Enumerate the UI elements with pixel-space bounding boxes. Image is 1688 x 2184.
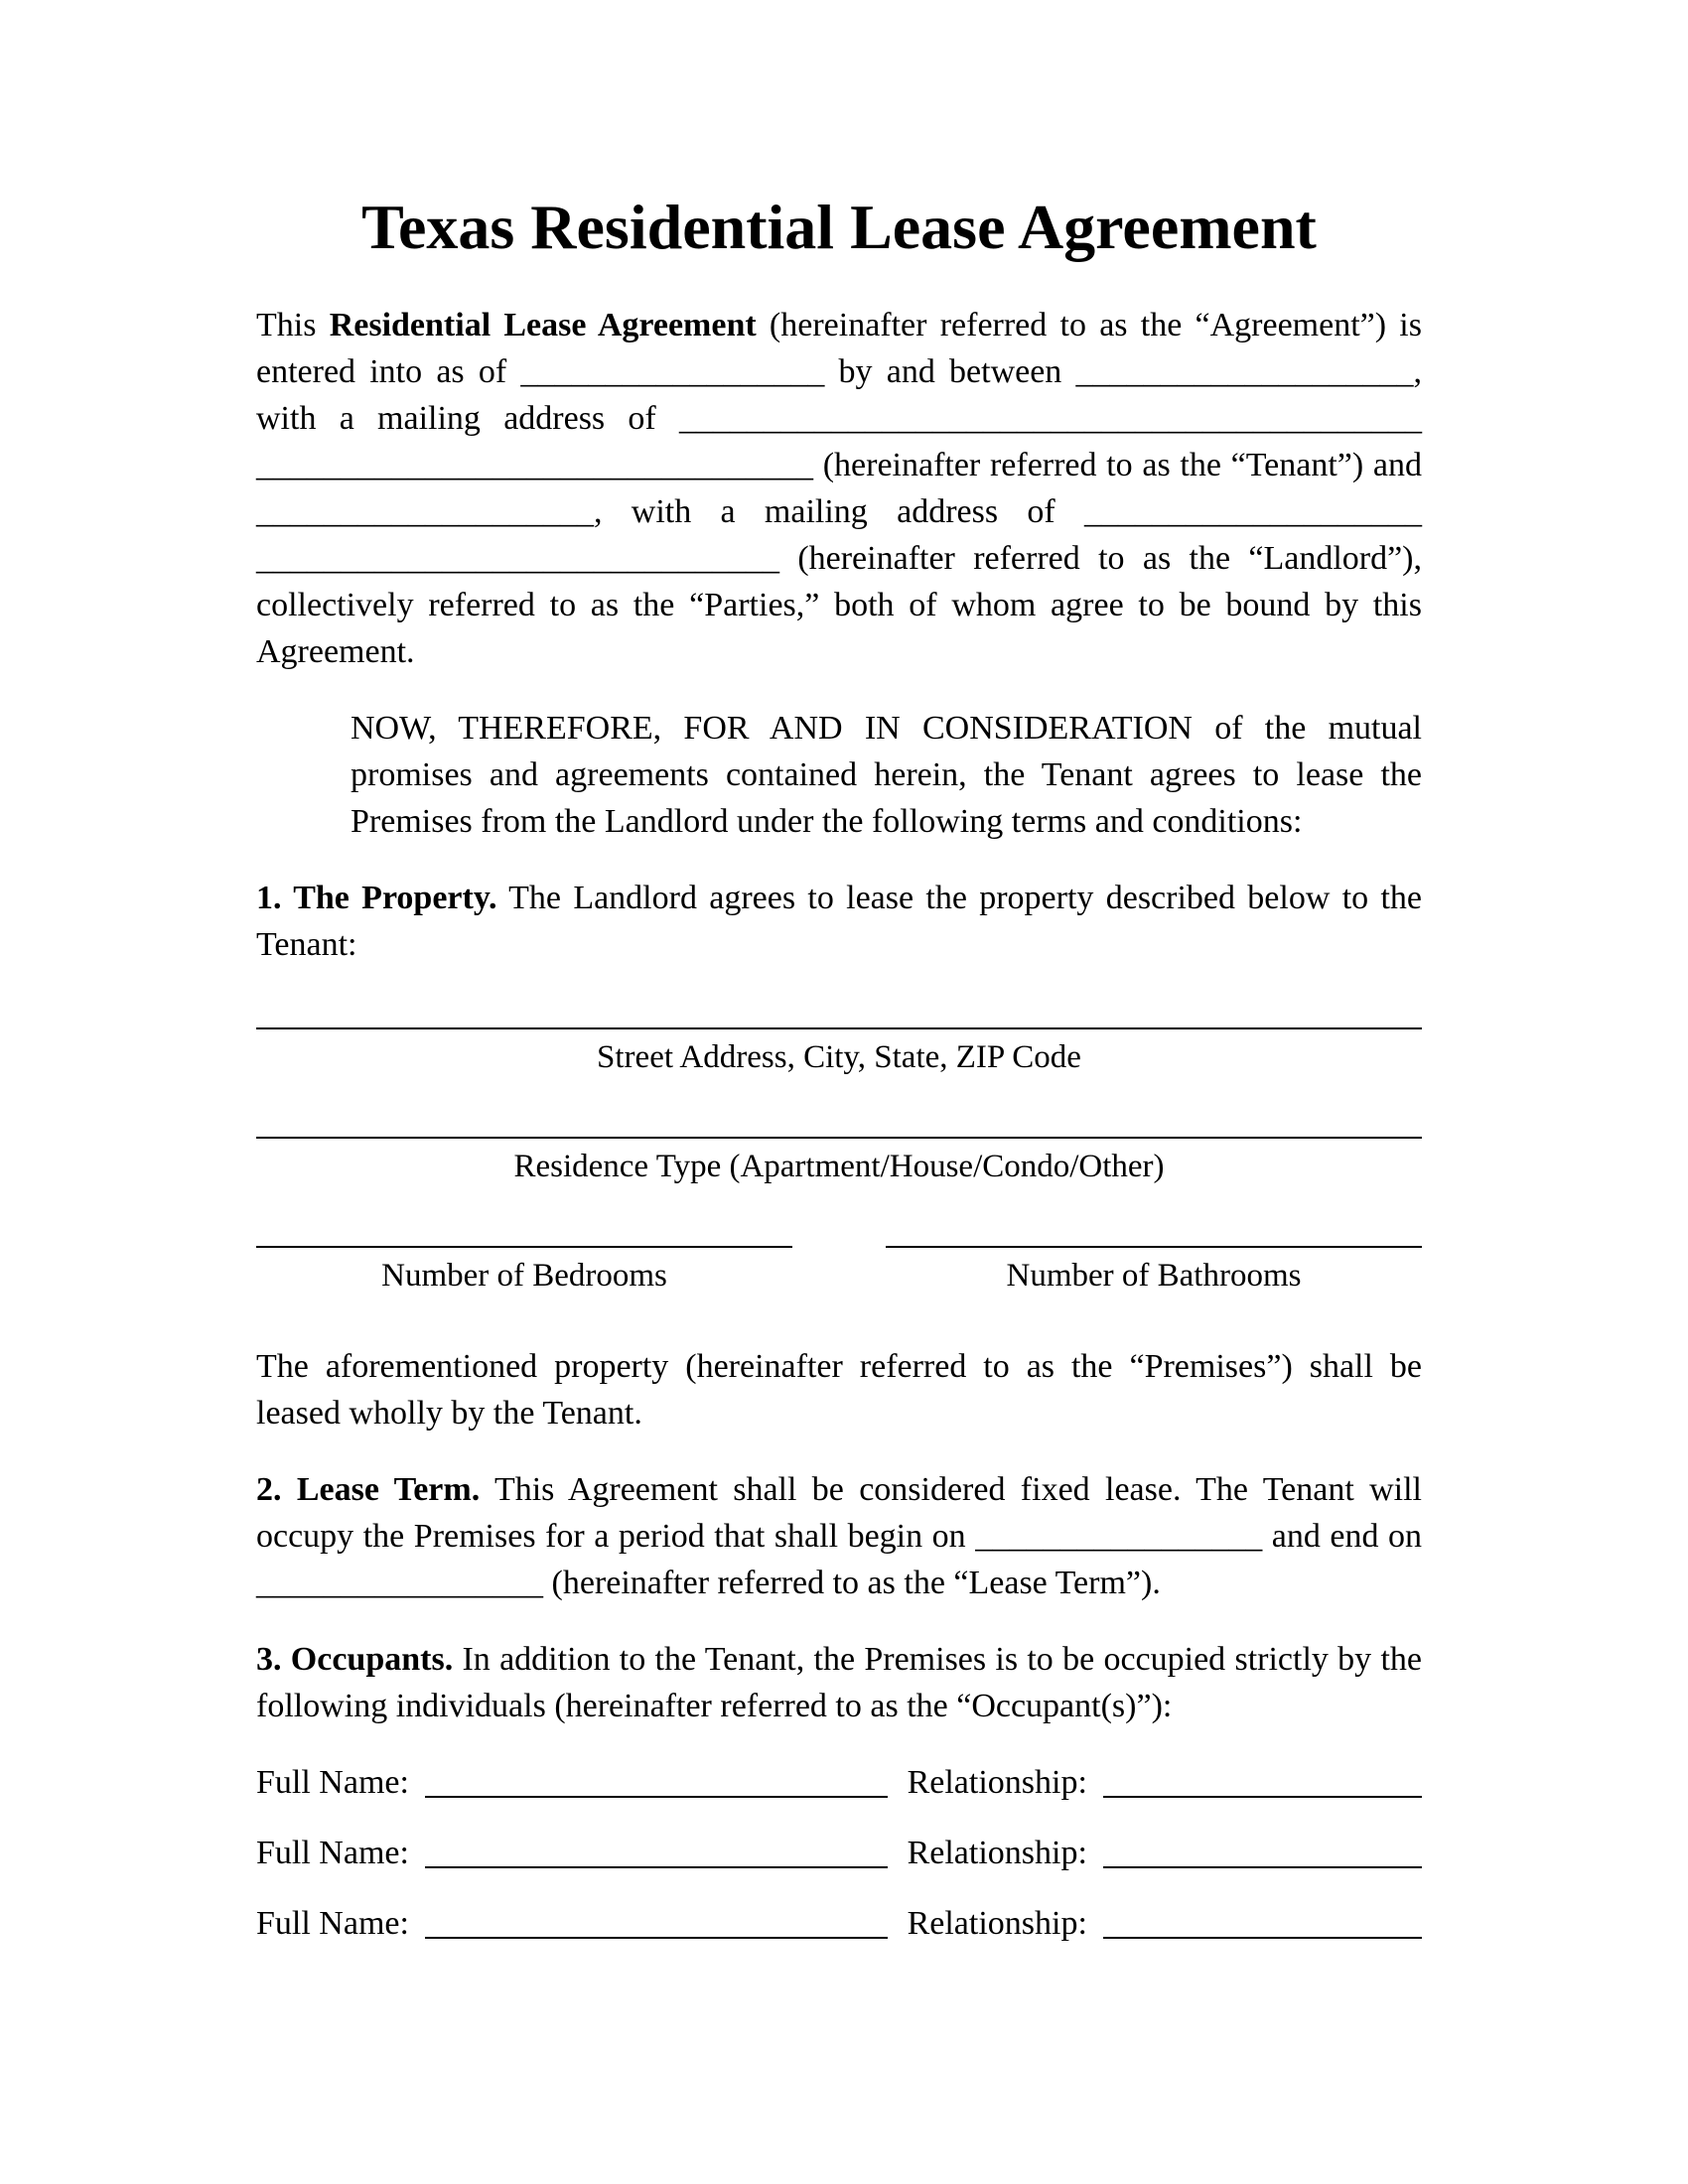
text-run: , with a mailing address of <box>594 493 1084 531</box>
text-run: , with a mailing address of <box>256 353 1422 438</box>
bedrooms-field <box>256 1244 792 1296</box>
text-run: In addition to the Tenant, the Premises is to be occupied strictly by the following individuals (hereinafter referred to as the “Occupant(s)”): <box>256 1641 1422 1725</box>
residence-type-blank-line[interactable] <box>256 1135 1422 1139</box>
bold-text-run: 2. Lease Term. <box>256 1471 481 1509</box>
text-run: (hereinafter referred to as the “Landlord”), collectively referred to as the “Parties,” both of whom agree to be bound by this Agreement. <box>256 540 1422 671</box>
text-run: and end on <box>1262 1518 1422 1556</box>
relationship-label: Relationship: <box>907 1764 1087 1802</box>
text-run: (hereinafter referred to as the “Lease Term”). <box>543 1565 1161 1602</box>
bathrooms-blank-line[interactable] <box>886 1244 1422 1248</box>
relationship-label: Relationship: <box>907 1905 1087 1943</box>
text-run: The Landlord agrees to lease the property described below to the Tenant: <box>256 880 1422 964</box>
residence-type-field <box>256 1135 1422 1186</box>
text-run: (hereinafter referred to as the “Tenant”) and <box>813 447 1422 484</box>
section-1-property-paragraph <box>256 875 1422 968</box>
relationship-blank-line[interactable] <box>1103 1865 1422 1868</box>
recital-paragraph: NOW, THEREFORE, FOR AND IN CONSIDERATION of the mutual promises and agreements contained herein, the Tenant agrees to lease the Premises from the Landlord under the following terms and conditions: <box>351 710 1422 841</box>
document-title: Texas Residential Lease Agreement <box>361 192 1317 262</box>
occupant-row <box>256 1759 1422 1806</box>
bedrooms-caption: Number of Bedrooms <box>381 1258 667 1295</box>
fill-in-blank[interactable]: ____________________ <box>1075 353 1414 391</box>
bedrooms-bathrooms-row <box>256 1244 1422 1296</box>
relationship-label: Relationship: <box>907 1835 1087 1872</box>
relationship-blank-line[interactable] <box>1103 1795 1422 1798</box>
fill-in-blank[interactable]: _________________ <box>256 1565 543 1602</box>
bold-text-run: 1. The Property. <box>256 880 497 917</box>
relationship-blank-line[interactable] <box>1103 1936 1422 1939</box>
text-run: (hereinafter referred to as the “Agreement”) is entered into as of <box>256 307 1422 391</box>
fill-in-blank[interactable]: _________________________________ <box>256 447 813 484</box>
premises-note-paragraph: The aforementioned property (hereinafter referred to as the “Premises”) shall be leased wholly by the Tenant. <box>256 1348 1422 1433</box>
fill-in-blank[interactable]: __________________ <box>520 353 825 391</box>
intro-paragraph <box>256 302 1422 675</box>
text-run: This Agreement shall be considered fixed lease. The Tenant will occupy the Premises for a period that shall begin on <box>256 1471 1422 1556</box>
text-run: by and between <box>824 353 1076 391</box>
full-name-label: Full Name: <box>256 1905 409 1943</box>
full-name-label: Full Name: <box>256 1764 409 1802</box>
full-name-blank-line[interactable] <box>425 1936 888 1939</box>
section-3-occupants-paragraph <box>256 1636 1422 1729</box>
bedrooms-blank-line[interactable] <box>256 1244 792 1248</box>
fill-in-blank[interactable]: ____________________ <box>256 493 594 531</box>
fill-in-blank[interactable]: _________________ <box>975 1518 1263 1556</box>
street-address-field <box>256 1025 1422 1077</box>
bold-text-run: Residential Lease Agreement <box>329 307 757 344</box>
occupant-row <box>256 1900 1422 1947</box>
residence-type-caption: Residence Type (Apartment/House/Condo/Other) <box>513 1149 1165 1185</box>
text-run: This <box>256 307 330 344</box>
bathrooms-field <box>886 1244 1422 1296</box>
bold-text-run: 3. Occupants. <box>256 1641 454 1679</box>
full-name-blank-line[interactable] <box>425 1865 888 1868</box>
street-address-caption: Street Address, City, State, ZIP Code <box>597 1039 1081 1076</box>
section-2-lease-term-paragraph <box>256 1466 1422 1606</box>
occupant-row <box>256 1830 1422 1876</box>
fill-in-blank[interactable]: ____________________ <box>1084 493 1422 531</box>
street-address-blank-line[interactable] <box>256 1025 1422 1029</box>
full-name-blank-line[interactable] <box>425 1795 888 1798</box>
full-name-label: Full Name: <box>256 1835 409 1872</box>
fill-in-blank[interactable]: _______________________________ <box>256 540 779 578</box>
bathrooms-caption: Number of Bathrooms <box>1006 1258 1302 1295</box>
fill-in-blank[interactable]: ____________________________________________ <box>679 400 1422 438</box>
